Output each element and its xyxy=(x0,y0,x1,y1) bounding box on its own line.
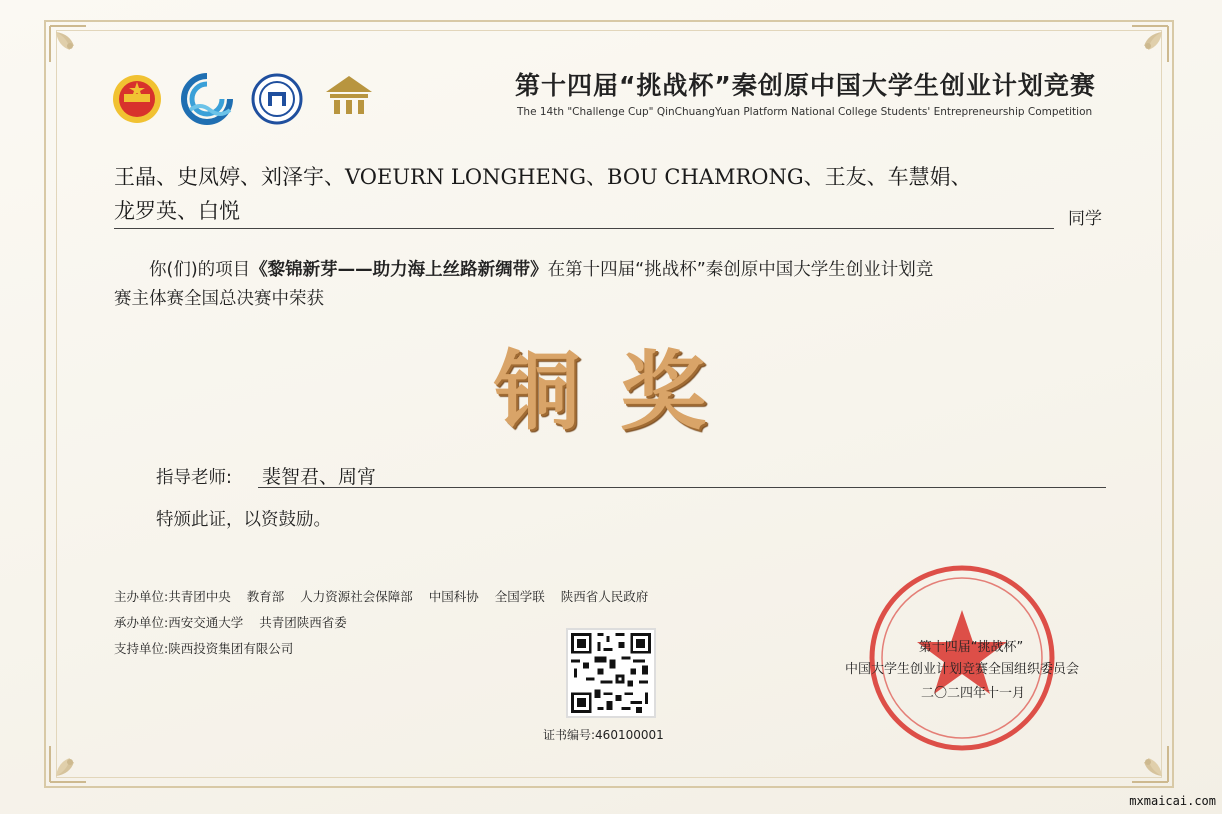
competition-title: 第十四届“挑战杯”秦创原中国大学生创业计划竞赛 xyxy=(515,71,1096,100)
advisor-underline xyxy=(258,487,1106,488)
citation-text xyxy=(114,256,1114,314)
project-title: 《黎锦新芽——助力海上丝路新绸带》 xyxy=(250,260,548,280)
qr-code-icon xyxy=(568,630,654,716)
undertaker-item: 共青团陕西省委 xyxy=(259,615,347,630)
issuer-line-1: 第十四届“挑战杯” xyxy=(918,640,1024,655)
host-item: 全国学联 xyxy=(494,589,545,604)
university-seal-icon xyxy=(250,72,304,126)
citation-line-2: 赛主体赛全国总决赛中荣获 xyxy=(114,289,324,309)
names-underline xyxy=(114,228,1054,229)
advisor-names: 裴智君、周宵 xyxy=(262,466,377,488)
communist-youth-league-emblem-icon xyxy=(110,72,164,126)
advisor-label: 指导老师: xyxy=(156,468,232,488)
corner-ornament-icon xyxy=(46,716,116,786)
citation-middle: 在第十四届“挑战杯”秦创原中国大学生创业计划竞 xyxy=(547,260,934,280)
host-item: 教育部 xyxy=(246,589,285,604)
host-row xyxy=(114,584,664,610)
issuer-line-2: 中国大学生创业计划竞赛全国组织委员会 xyxy=(844,662,1079,677)
undertaker-item: 西安交通大学 xyxy=(168,615,244,630)
host-item: 共青团中央 xyxy=(168,589,231,604)
recipient-names-line-1: 王晶、史凤婷、刘泽宇、VOEURN LONGHENG、BOU CHAMRONG、王友、车慧娟、 xyxy=(114,165,972,189)
undertaker-label: 承办单位: xyxy=(114,615,169,630)
corner-ornament-icon xyxy=(46,22,116,92)
host-item: 中国科协 xyxy=(428,589,479,604)
recipient-names xyxy=(114,160,1054,228)
supporter-item: 陕西投资集团有限公司 xyxy=(168,641,294,656)
qinchuangyuan-logo-icon xyxy=(322,70,376,124)
award-title: 铜奖 xyxy=(494,341,746,442)
issue-date: 二〇二四年十一月 xyxy=(920,686,1025,701)
recipient-names-line-2: 龙罗英、白悦 xyxy=(114,199,240,223)
citation-intro: 你(们)的项目 xyxy=(149,260,251,280)
recipient-suffix: 同学 xyxy=(1068,209,1102,229)
certificate-number: 证书编号:460100001 xyxy=(543,728,664,742)
corner-ornament-icon xyxy=(1102,716,1172,786)
host-item: 陕西省人民政府 xyxy=(560,589,649,604)
encouragement-text: 特颁此证，以资鼓励。 xyxy=(156,510,331,530)
site-watermark: mxmaicai.com xyxy=(1129,794,1216,808)
host-item: 人力资源社会保障部 xyxy=(300,589,413,604)
host-label: 主办单位: xyxy=(114,589,169,604)
verification-qr-code[interactable] xyxy=(566,628,656,718)
wave-logo-icon xyxy=(180,72,234,126)
supporter-label: 支持单位: xyxy=(114,641,169,656)
competition-title-english: The 14th "Challenge Cup" QinChuangYuan Platform National College Students' Entrepreneurship Competition xyxy=(517,106,1093,118)
